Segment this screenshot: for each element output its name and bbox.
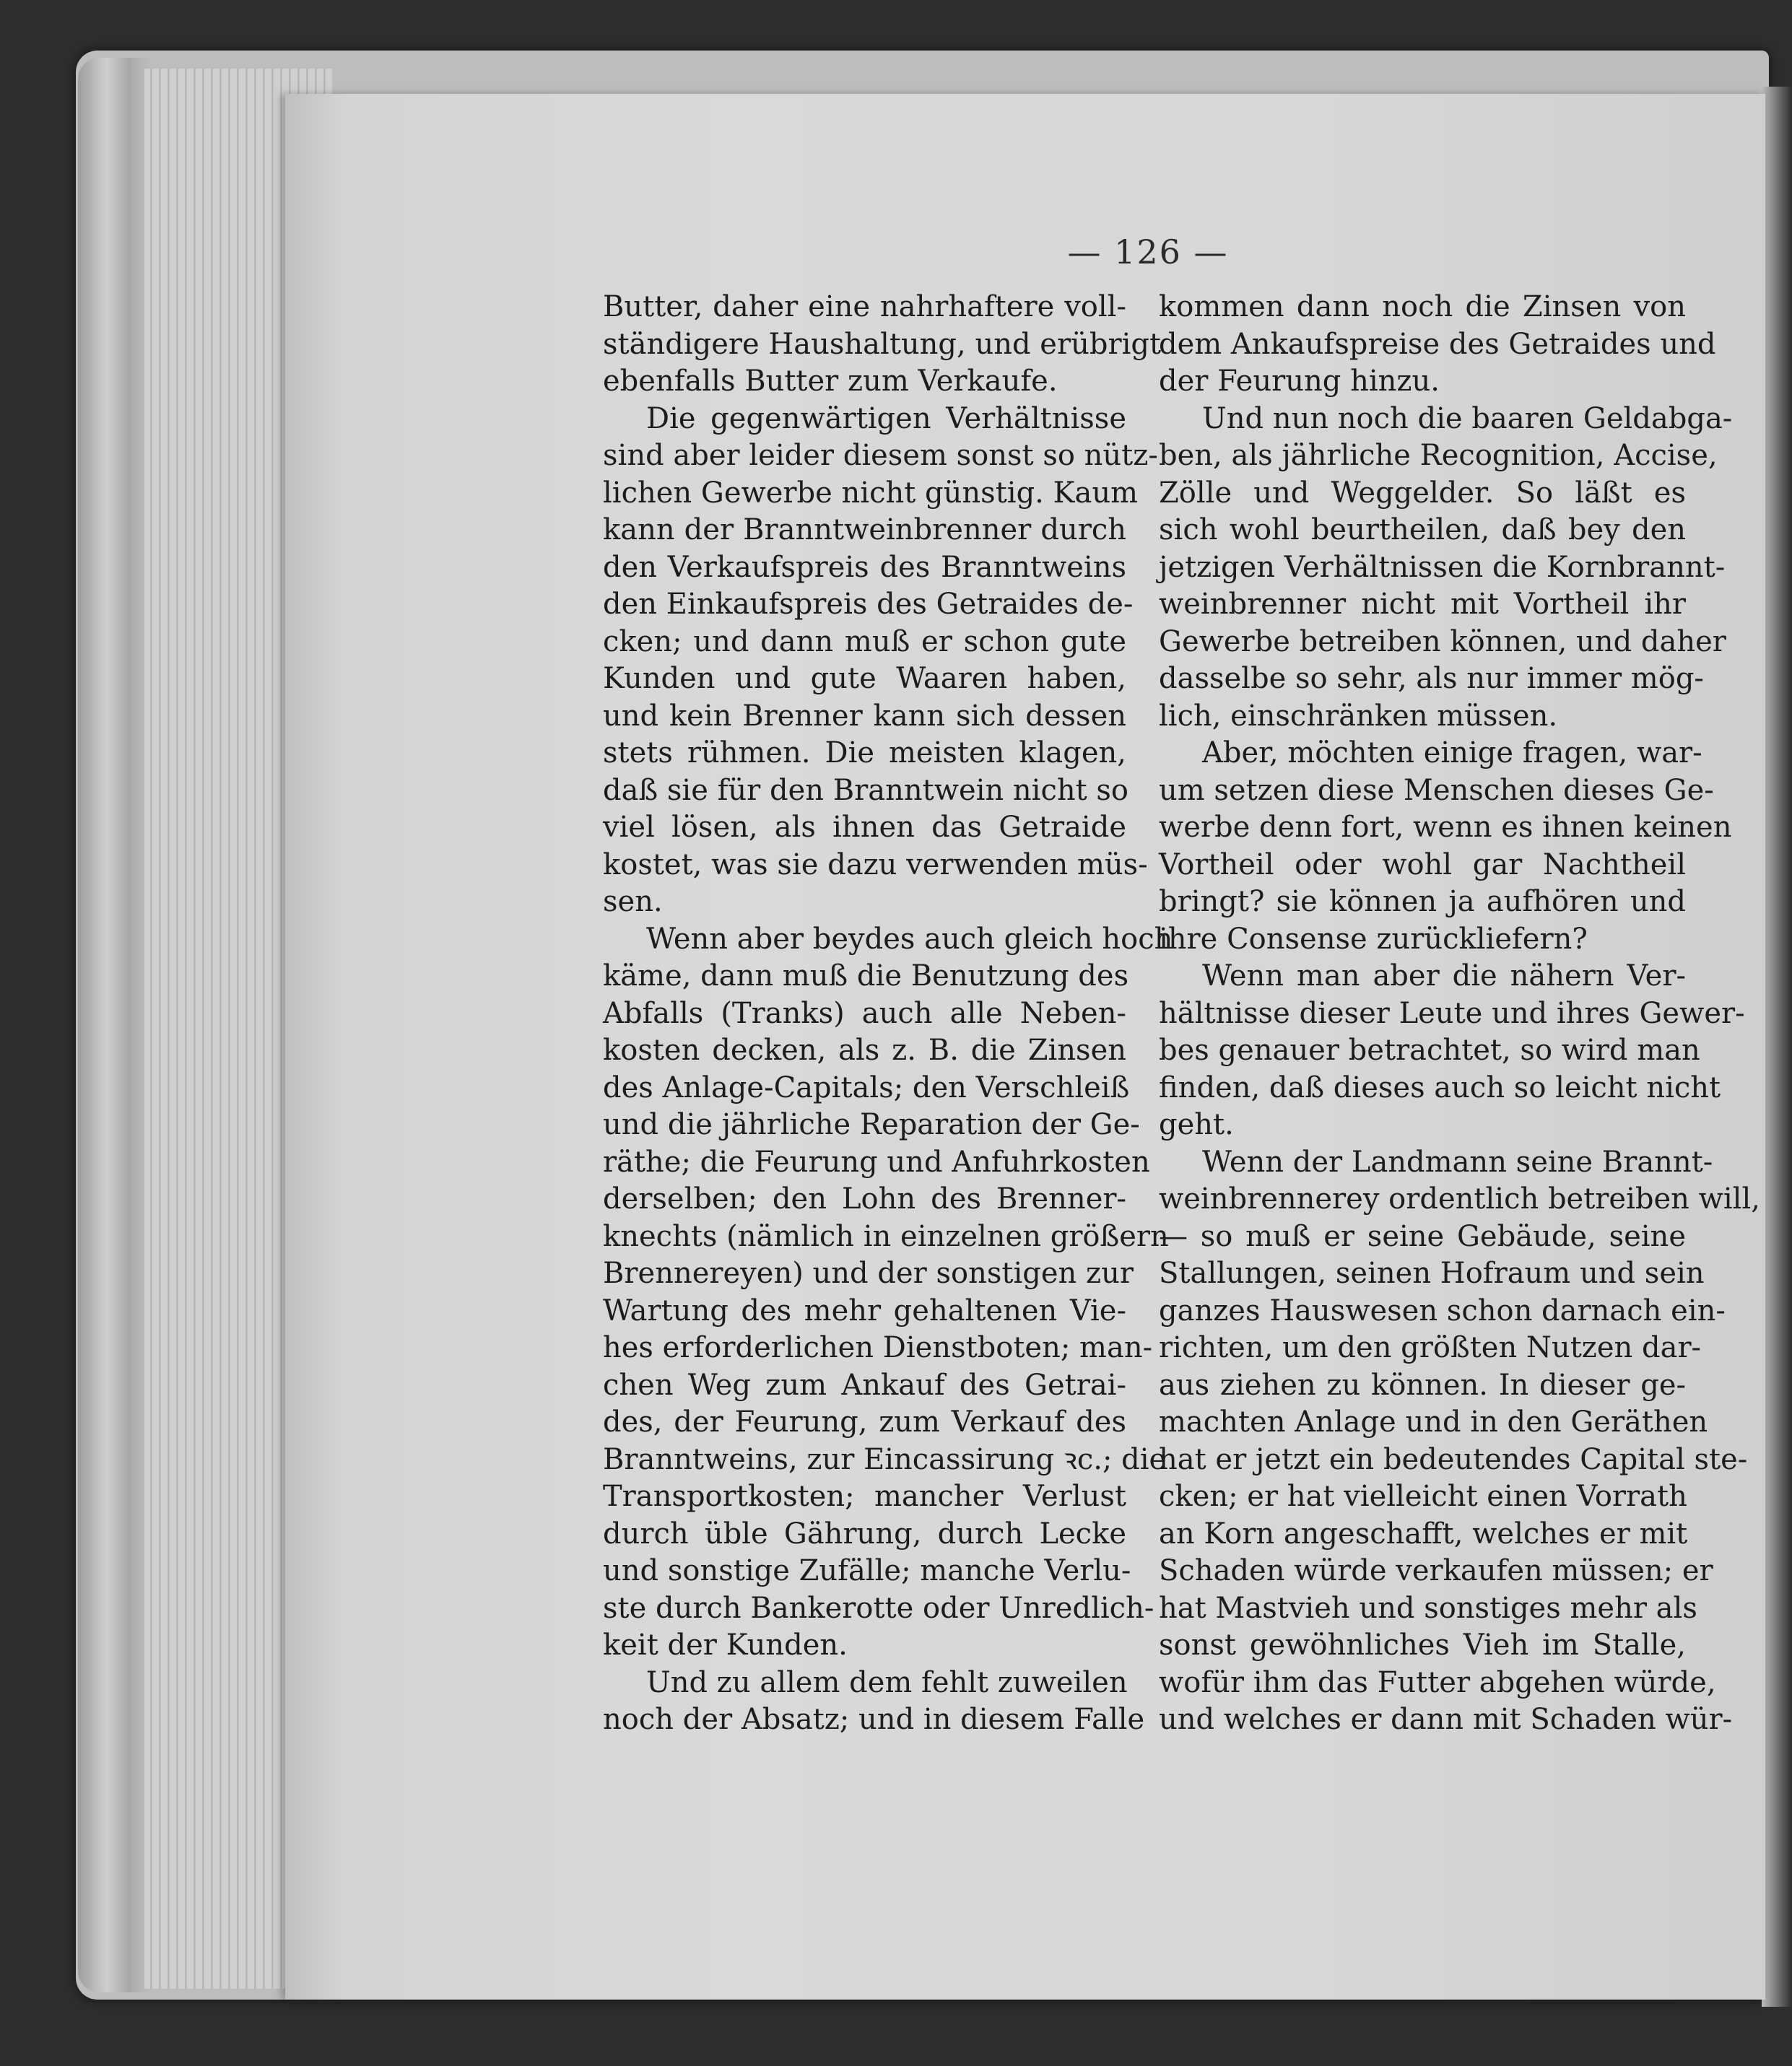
text-line: Aber, möchten einige fragen, war-	[1202, 736, 1702, 770]
text-line: den Einkaufspreis des Getraides de-	[603, 588, 1134, 621]
text-line: dasselbe so sehr, als nur immer mög-	[1159, 662, 1704, 695]
text-line: Wenn man aber die nähern Ver-	[1202, 959, 1686, 993]
text-line: und kein Brenner kann sich dessen	[603, 699, 1126, 733]
text-line: Zölle und Weggelder. So läßt es	[1159, 476, 1686, 510]
text-line: Transportkosten; mancher Verlust	[603, 1480, 1126, 1513]
text-line: und welches er dann mit Schaden wür-	[1159, 1703, 1733, 1736]
text-line: bes genauer betrachtet, so wird man	[1159, 1034, 1700, 1067]
text-line: weinbrennerey ordentlich betreiben will,	[1159, 1182, 1760, 1216]
text-line: sonst gewöhnliches Vieh im Stalle,	[1159, 1629, 1686, 1662]
text-line: Wenn aber beydes auch gleich hoch	[646, 922, 1173, 956]
text-line: geht.	[1159, 1108, 1234, 1141]
text-line: und sonstige Zufälle; manche Verlu-	[603, 1554, 1131, 1587]
text-line: — so muß er seine Gebäude, seine	[1159, 1219, 1686, 1253]
text-line: des Anlage-Capitals; den Verschleiß	[603, 1071, 1130, 1104]
text-line: ste durch Bankerotte oder Unredlich-	[603, 1591, 1154, 1625]
text-line: um setzen diese Menschen dieses Ge-	[1159, 773, 1714, 807]
text-line: chen Weg zum Ankauf des Getrai-	[603, 1368, 1126, 1402]
text-column-right	[1159, 289, 1760, 1739]
text-line: weinbrenner nicht mit Vortheil ihr	[1159, 588, 1686, 621]
page-number-header: — 126 —	[1067, 232, 1229, 271]
text-line: sich wohl beurtheilen, daß bey den	[1159, 513, 1686, 546]
text-line: und die jährliche Reparation der Ge-	[603, 1108, 1140, 1141]
text-line: werbe denn fort, wenn es ihnen keinen	[1159, 811, 1732, 844]
text-line: Wartung des mehr gehaltenen Vie-	[603, 1294, 1126, 1328]
text-line: Wenn der Landmann seine Brannt-	[1202, 1145, 1713, 1179]
text-line: den Verkaufspreis des Branntweins	[603, 550, 1126, 584]
text-line: käme, dann muß die Benutzung des	[603, 959, 1129, 993]
text-line: jetzigen Verhältnissen die Kornbrannt-	[1159, 550, 1726, 584]
text-line: der Feurung hinzu.	[1159, 365, 1440, 398]
text-line: Vortheil oder wohl gar Nachtheil	[1159, 847, 1686, 881]
text-line: Abfalls (Tranks) auch alle Neben-	[603, 996, 1126, 1030]
text-line: Schaden würde verkaufen müssen; er	[1159, 1554, 1713, 1587]
text-line: Branntweins, zur Eincassirung ꝛc.; die	[603, 1442, 1167, 1476]
text-line: hältnisse dieser Leute und ihres Gewer-	[1159, 996, 1745, 1030]
text-line: daß sie für den Branntwein nicht so	[603, 773, 1129, 807]
text-line: keit der Kunden.	[603, 1629, 848, 1662]
text-line: wofür ihm das Futter abgehen würde,	[1159, 1665, 1716, 1699]
text-line: hat er jetzt ein bedeutendes Capital ste-	[1159, 1442, 1748, 1476]
text-line: viel lösen, als ihnen das Getraide	[603, 811, 1126, 844]
text-line: ganzes Hauswesen schon darnach ein-	[1159, 1294, 1726, 1328]
text-line: knechts (nämlich in einzelnen größern	[603, 1219, 1169, 1253]
text-line: des, der Feurung, zum Verkauf des	[603, 1405, 1126, 1439]
text-line: Und zu allem dem fehlt zuweilen	[646, 1665, 1128, 1699]
text-line: lichen Gewerbe nicht günstig. Kaum	[603, 476, 1139, 510]
text-line: lich, einschränken müssen.	[1159, 699, 1558, 733]
text-line: hes erforderlichen Dienstboten; man-	[603, 1331, 1153, 1364]
text-line: bringt? sie können ja aufhören und	[1159, 885, 1686, 918]
text-line: sen.	[603, 885, 663, 918]
text-line: aus ziehen zu können. In dieser ge-	[1159, 1368, 1686, 1402]
text-line: machten Anlage und in den Geräthen	[1159, 1405, 1708, 1439]
text-column-left	[603, 289, 1173, 1739]
text-line: kostet, was sie dazu verwenden müs-	[603, 847, 1148, 881]
text-line: kommen dann noch die Zinsen von	[1159, 290, 1686, 323]
text-line: ständigere Haushaltung, und erübrigt	[603, 327, 1162, 361]
text-line: kosten decken, als z. B. die Zinsen	[603, 1034, 1126, 1067]
text-line: Gewerbe betreiben können, und daher	[1159, 624, 1726, 658]
text-line: kann der Branntweinbrenner durch	[603, 513, 1126, 546]
book-spine	[78, 58, 150, 1992]
text-line: stets rühmen. Die meisten klagen,	[603, 736, 1126, 770]
text-line: ebenfalls Butter zum Verkaufe.	[603, 365, 1058, 398]
text-line: räthe; die Feurung und Anfuhrkosten	[603, 1145, 1150, 1179]
text-line: ben, als jährliche Recognition, Accise,	[1159, 439, 1718, 472]
text-line: Und nun noch die baaren Geldabga-	[1202, 401, 1733, 435]
text-line: Brennereyen) und der sonstigen zur	[603, 1257, 1134, 1290]
text-line: richten, um den größten Nutzen dar-	[1159, 1331, 1702, 1364]
text-line: Kunden und gute Waaren haben,	[603, 662, 1126, 695]
text-line: hat Mastvieh und sonstiges mehr als	[1159, 1591, 1697, 1625]
text-line: noch der Absatz; und in diesem Falle	[603, 1703, 1145, 1736]
text-line: Die gegenwärtigen Verhältnisse	[646, 401, 1126, 435]
text-line: sind aber leider diesem sonst so nütz-	[603, 439, 1158, 472]
text-line: durch üble Gährung, durch Lecke	[603, 1517, 1126, 1551]
text-line: an Korn angeschafft, welches er mit	[1159, 1517, 1688, 1551]
text-line: ihre Consense zurückliefern?	[1159, 922, 1588, 956]
book-right-edge	[1762, 87, 1792, 2007]
text-line: Stallungen, seinen Hofraum und sein	[1159, 1257, 1705, 1290]
text-line: Butter, daher eine nahrhaftere voll-	[603, 290, 1126, 323]
text-line: finden, daß dieses auch so leicht nicht	[1159, 1071, 1721, 1104]
text-line: cken; und dann muß er schon gute	[603, 624, 1126, 658]
text-line: dem Ankaufspreise des Getraides und	[1159, 327, 1716, 361]
text-line: derselben; den Lohn des Brenner-	[603, 1182, 1126, 1216]
text-line: cken; er hat vielleicht einen Vorrath	[1159, 1480, 1687, 1513]
